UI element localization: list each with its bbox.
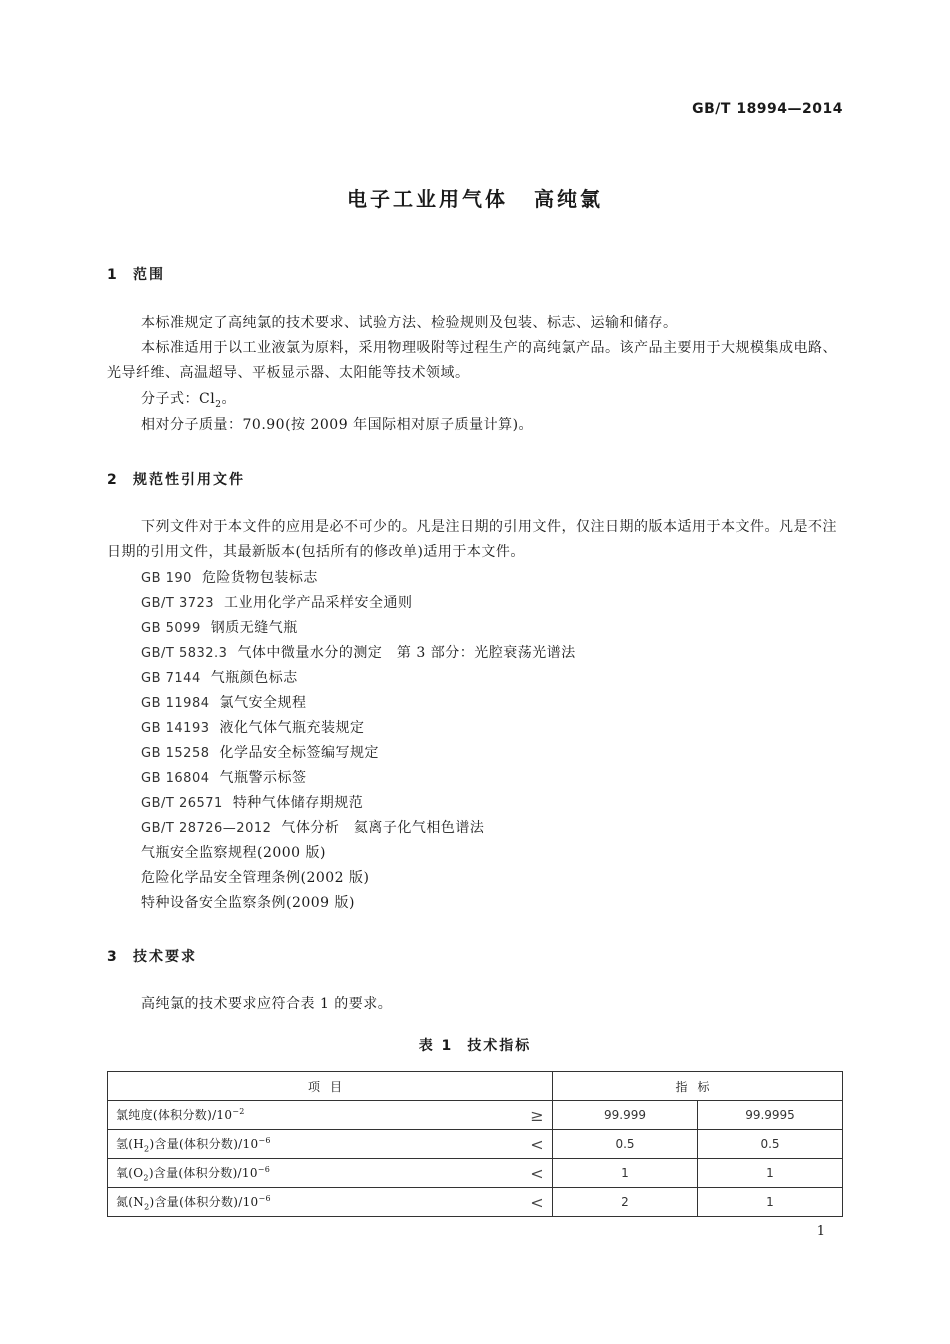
item-text: 氧(O — [116, 1165, 144, 1180]
molecular-mass: 相对分子质量：70.90(按 2009 年国际相对原子质量计算)。 — [141, 417, 534, 433]
reference-item — [141, 716, 364, 741]
page-number: 1 — [816, 1224, 825, 1239]
standard-number: GB/T 18994—2014 — [692, 101, 843, 117]
item-subscript: 2 — [143, 1172, 149, 1182]
table-caption-number: 表 1 — [418, 1038, 454, 1054]
section-title: 规范性引用文件 — [133, 472, 245, 488]
item-text: 氯纯度(体积分数)/10 — [116, 1107, 233, 1122]
reference-item — [141, 741, 379, 766]
value-2: 1 — [698, 1188, 843, 1217]
reference-item — [141, 591, 413, 616]
value-1: 2 — [553, 1188, 698, 1217]
table-caption-title: 技术指标 — [467, 1038, 532, 1054]
regulation-item: 气瓶安全监察规程(2000 版) — [141, 845, 327, 861]
reference-name: 气体分析 氦离子化气相色谱法 — [281, 820, 485, 836]
section-title: 技术要求 — [133, 949, 197, 965]
formula-main: Cl — [199, 391, 216, 407]
table-row — [108, 1101, 843, 1130]
table-row — [108, 1159, 843, 1188]
scope-paragraph-2: 本标准适用于以工业液氯为原料，采用物理吸附等过程生产的高纯氯产品。该产品主要用于大规模集成电路、光导纤维、高温超导、平板显示器、太阳能等技术领域。 — [107, 340, 837, 381]
value-2: 99.9995 — [698, 1101, 843, 1130]
reference-name: 液化气体气瓶充装规定 — [219, 720, 365, 736]
reference-item — [141, 641, 576, 666]
item-exponent: −6 — [258, 1193, 271, 1203]
item-operator: < — [530, 1134, 544, 1154]
item-exponent: −6 — [257, 1164, 271, 1174]
reference-item — [141, 791, 363, 816]
header-index: 指标 — [553, 1072, 843, 1101]
section-number: 2 — [107, 472, 117, 488]
item-text-2: )含量(体积分数)/10 — [149, 1136, 259, 1151]
technical-index-table — [107, 1071, 843, 1217]
row-item — [108, 1188, 553, 1217]
title-part2: 高纯氯 — [534, 187, 603, 211]
item-subscript: 2 — [144, 1201, 150, 1211]
reference-code: GB 5099 — [141, 621, 201, 636]
formula-end: 。 — [221, 391, 236, 407]
formula-label: 分子式： — [141, 391, 199, 407]
reference-code: GB/T 3723 — [141, 596, 215, 611]
regulation-item: 特种设备安全监察条例(2009 版) — [141, 895, 356, 911]
header-item: 项目 — [108, 1072, 553, 1101]
item-subscript: 2 — [144, 1143, 150, 1153]
item-exponent: −6 — [258, 1135, 271, 1145]
formula-subscript: 2 — [215, 399, 222, 410]
reference-name: 化学品安全标签编写规定 — [219, 745, 379, 761]
table-row — [108, 1188, 843, 1217]
reference-item — [141, 616, 298, 641]
section-heading-scope — [107, 264, 165, 284]
title-part1: 电子工业用气体 — [347, 187, 508, 211]
regulation-item: 危险化学品安全管理条例(2002 版) — [141, 870, 370, 886]
reference-name: 特种气体储存期规范 — [232, 795, 364, 811]
scope-paragraph-1: 本标准规定了高纯氯的技术要求、试验方法、检验规则及包装、标志、运输和储存。 — [141, 315, 678, 331]
value-1: 1 — [553, 1159, 698, 1188]
row-item — [108, 1130, 553, 1159]
reference-name: 气瓶颜色标志 — [210, 670, 298, 686]
value-1: 0.5 — [553, 1130, 698, 1159]
section-number: 1 — [107, 267, 117, 283]
reference-name: 危险货物包装标志 — [201, 570, 318, 586]
document-title — [0, 183, 950, 212]
row-item — [108, 1101, 553, 1130]
value-2: 0.5 — [698, 1130, 843, 1159]
item-exponent: −2 — [232, 1106, 245, 1116]
reference-code: GB 11984 — [141, 696, 210, 711]
references-intro: 下列文件对于本文件的应用是必不可少的。凡是注日期的引用文件，仅注日期的版本适用于本文件。凡是不注日期的引用文件，其最新版本(包括所有的修改单)适用于本文件。 — [107, 519, 837, 560]
reference-code: GB/T 5832.3 — [141, 646, 228, 661]
reference-code: GB/T 28726—2012 — [141, 821, 272, 836]
table-caption — [0, 1035, 950, 1055]
row-item — [108, 1159, 553, 1188]
section-title: 范围 — [133, 267, 165, 283]
section-heading-references — [107, 469, 245, 489]
reference-name: 气体中微量水分的测定 第 3 部分：光腔衰荡光谱法 — [237, 645, 576, 661]
reference-item — [141, 691, 306, 716]
reference-item — [141, 766, 306, 791]
reference-item — [141, 566, 318, 591]
reference-code: GB 16804 — [141, 771, 210, 786]
reference-code: GB 190 — [141, 571, 192, 586]
reference-name: 工业用化学产品采样安全通则 — [224, 595, 413, 611]
reference-name: 气瓶警示标签 — [219, 770, 307, 786]
reference-code: GB/T 26571 — [141, 796, 223, 811]
section-heading-requirements — [107, 946, 197, 966]
reference-code: GB 7144 — [141, 671, 201, 686]
reference-name: 钢质无缝气瓶 — [210, 620, 298, 636]
value-2: 1 — [698, 1159, 843, 1188]
table-header-row — [108, 1072, 843, 1101]
requirements-intro: 高纯氯的技术要求应符合表 1 的要求。 — [141, 996, 393, 1012]
item-text-2: )含量(体积分数)/10 — [148, 1165, 258, 1180]
item-text: 氮(N — [116, 1194, 145, 1209]
reference-item — [141, 816, 484, 841]
value-1: 99.999 — [553, 1101, 698, 1130]
table-row — [108, 1130, 843, 1159]
item-operator: < — [530, 1163, 544, 1183]
item-text-2: )含量(体积分数)/10 — [149, 1194, 259, 1209]
reference-name: 氯气安全规程 — [219, 695, 307, 711]
item-operator: ≥ — [530, 1105, 544, 1125]
item-operator: < — [530, 1192, 544, 1212]
reference-item — [141, 666, 298, 691]
item-text: 氢(H — [116, 1136, 145, 1151]
reference-code: GB 15258 — [141, 746, 210, 761]
reference-code: GB 14193 — [141, 721, 210, 736]
section-number: 3 — [107, 949, 117, 965]
